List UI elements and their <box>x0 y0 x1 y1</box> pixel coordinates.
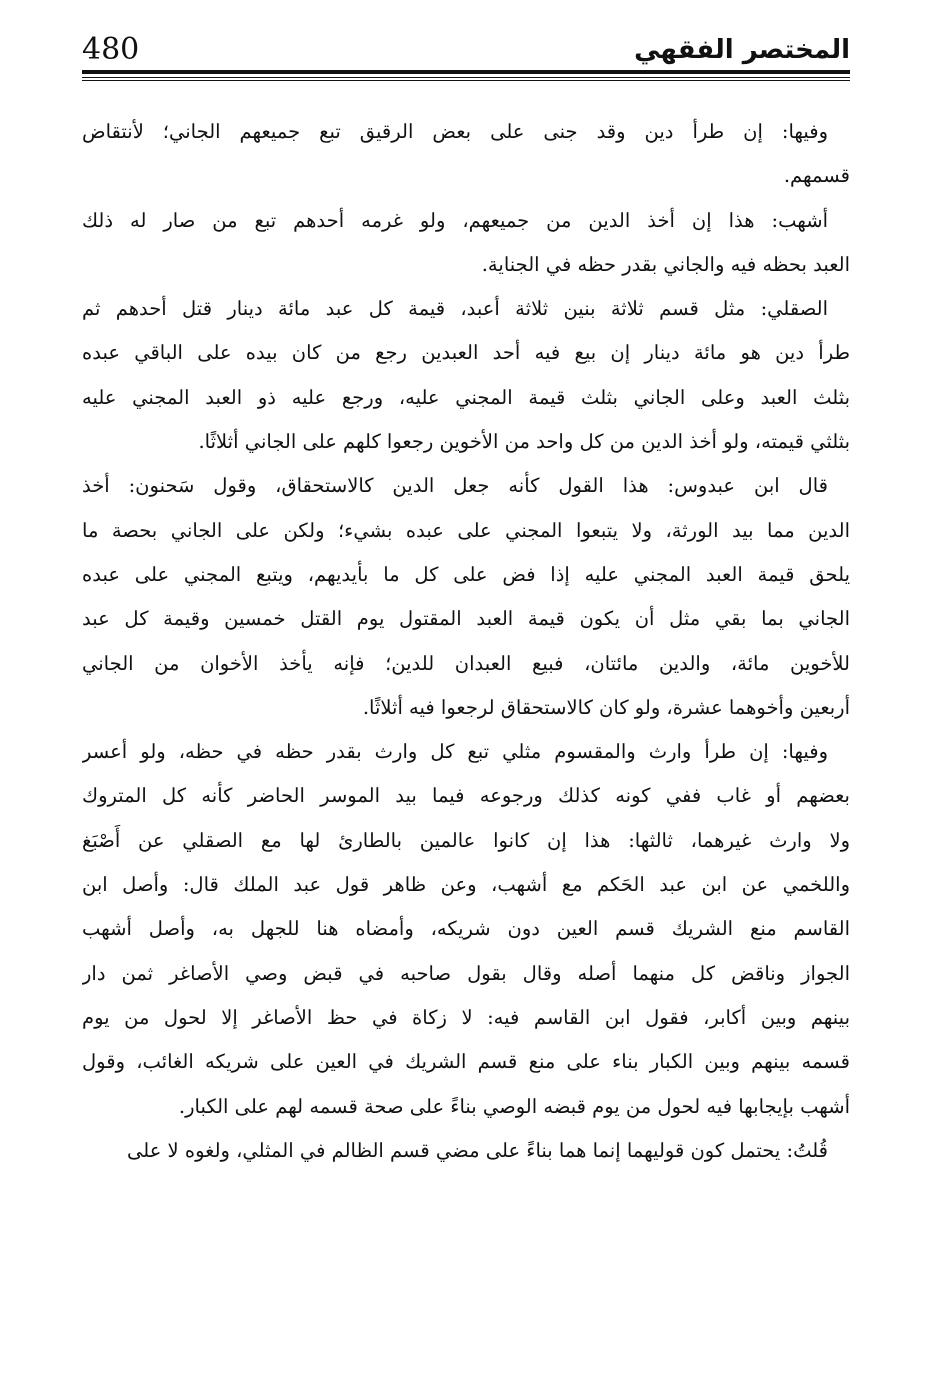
text-line: ولا وارث غيرهما، ثالثها: هذا إن كانوا عالمين بالطارئ لها مع الصقلي عن أَصْبَغ <box>82 828 850 852</box>
paragraph <box>82 464 850 730</box>
paragraph <box>82 199 850 288</box>
text-line: يلحق قيمة العبد المجني عليه إذا فض على كل ما بأيديهم، ويتبع المجني على عبده <box>82 562 850 586</box>
text-line: الدين مما بيد الورثة، ولا يتبعوا المجني على عبده بشيء؛ ولكن على الجاني بحصة ما <box>82 518 850 542</box>
body-text <box>82 110 850 1173</box>
text-line: قُلتُ: يحتمل كون قوليهما إنما هما بناءً على مضي قسم الظالم في المثلي، ولغوه لا على <box>127 1138 828 1162</box>
text-line: أشهب: هذا إن أخذ الدين من جميعهم، ولو غرمه أحدهم تبع من صار له ذلك <box>82 208 828 232</box>
page-number: 480 <box>82 32 140 67</box>
running-title: المختصر الفقهي <box>634 35 850 65</box>
header-rule-thin <box>82 77 850 78</box>
text-line: قسمهم. <box>783 164 850 188</box>
text-line: وفيها: إن طرأ وارث والمقسوم مثلي تبع كل وارث بقدر حظه في حظه، ولو أعسر <box>82 740 828 764</box>
header-rule-thick <box>82 70 850 74</box>
text-line: العبد بحظه فيه والجاني بقدر حظه في الجناية. <box>481 252 850 276</box>
text-line: أربعين وأخوهما عشرة، ولو كان كالاستحقاق لرجعوا فيه أثلاثًا. <box>362 695 850 719</box>
paragraph <box>82 1129 850 1173</box>
text-line: بينهم وبين أكابر، فقول ابن القاسم فيه: لا زكاة في حظ الأصاغر إلا لحول من يوم <box>82 1005 850 1029</box>
text-line: واللخمي عن ابن عبد الحَكم مع أشهب، وعن ظاهر قول عبد الملك قال: وأصل ابن <box>82 873 850 897</box>
text-line: الصقلي: مثل قسم ثلاثة بنين ثلاثة أعبد، قيمة كل عبد مائة دينار قتل أحدهم ثم <box>82 297 828 321</box>
text-line: بثلثي قيمته، ولو أخذ الدين من كل واحد من الأخوين رجعوا كلهم على الجاني أثلاثًا. <box>198 430 850 454</box>
text-line: القاسم منع الشريك قسم العين دون شريكه، وأمضاه هنا للجهل به، وأصل أشهب <box>82 917 850 941</box>
header-rule-thin-lower <box>82 80 850 81</box>
text-line: قال ابن عبدوس: هذا القول كأنه جعل الدين كالاستحقاق، وقول سَحنون: أخذ <box>82 474 828 498</box>
paragraph <box>82 730 850 1129</box>
text-line: بثلث العبد وعلى الجاني بثلث قيمة المجني عليه، ورجع عليه ذو العبد المجني عليه <box>82 385 850 409</box>
paragraph <box>82 110 850 199</box>
header-rule <box>82 70 850 84</box>
text-line: قسمه بينهم وبين الكبار بناء على منع قسم الشريك في العين على شريكه الغائب، وقول <box>82 1050 850 1074</box>
text-line: للأخوين مائة، والدين مائتان، فبيع العبدان للدين؛ فإنه يأخذ الأخوان من الجاني <box>82 651 850 675</box>
text-line: الجواز وناقض كل منهما أصله وقال بقول صاحبه في قبض وصي الأصاغر ثمن دار <box>82 961 850 985</box>
text-line: أشهب بإيجابها فيه لحول من يوم قبضه الوصي بناءً على صحة قسمه لهم على الكبار. <box>178 1094 850 1118</box>
text-line: الجاني بما بقي مثل أن يكون قيمة العبد المقتول يوم القتل خمسين وقيمة كل عبد <box>82 607 850 631</box>
text-line: طرأ دين هو مائة دينار إن بيع فيه أحد العبدين رجع من كان بيده على الباقي عبده <box>82 341 850 365</box>
text-line: وفيها: إن طرأ دين وقد جنى على بعض الرقيق تبع جميعهم الجاني؛ لأنتقاض <box>82 120 828 143</box>
text-line: بعضهم أو غاب ففي كونه كذلك ورجوعه فيما بيد الموسر الحاضر كأنه كل المتروك <box>82 784 850 808</box>
paragraph <box>82 287 850 464</box>
